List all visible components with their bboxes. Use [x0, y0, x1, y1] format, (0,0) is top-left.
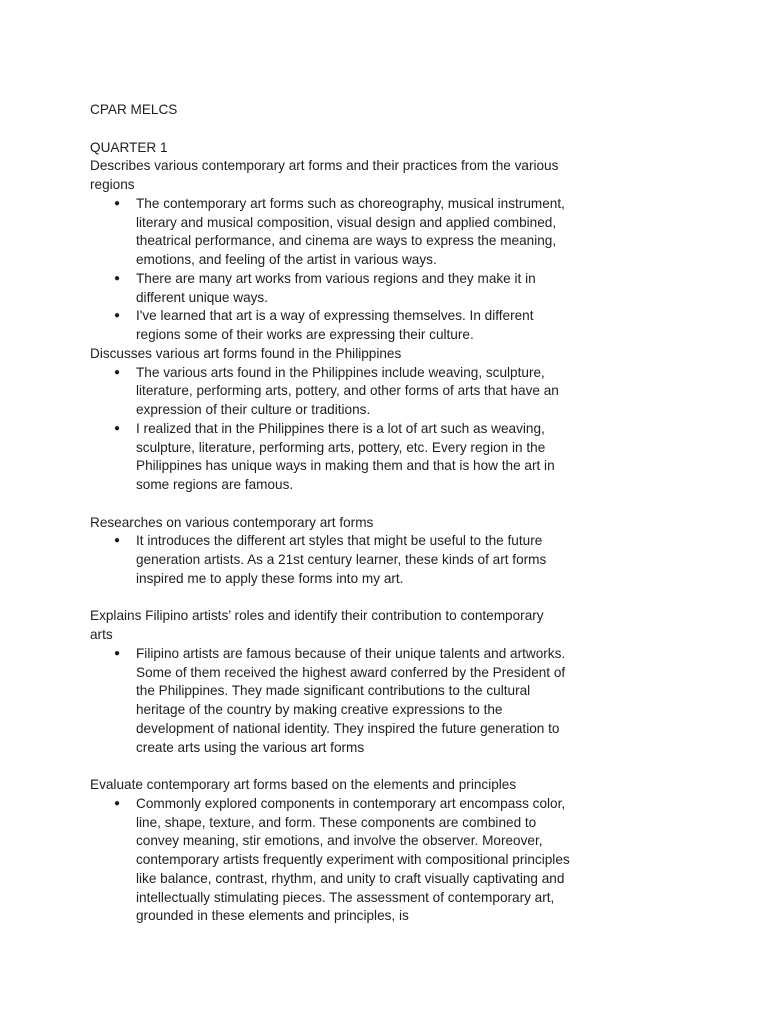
- list-item: ● The various arts found in the Philippines include weaving, sculpture, literature, performing arts, pottery, and other forms of arts that have an expression of their culture or traditions.: [136, 364, 570, 420]
- section-heading-describes: Describes various contemporary art forms and their practices from the various regions: [90, 158, 559, 192]
- section-list-evaluate: [90, 795, 570, 926]
- section-list-discusses: [90, 364, 570, 495]
- list-item: ● Filipino artists are famous because of their unique talents and artworks. Some of them received the highest award conferred by the President of the Philippines. They made significant contributions to the cultural heritage of the country by making creative expressions to the development of national identity. They inspired the future generation to create arts using the various art forms: [136, 645, 570, 758]
- quarter-heading: QUARTER 1: [90, 139, 168, 155]
- section-list-describes: [90, 195, 570, 345]
- blank-line: [90, 589, 570, 608]
- list-item: ● Commonly explored components in contemporary art encompass color, line, shape, texture, and form. These components are combined to convey meaning, stir emotions, and involve the observer. Moreover, contemporary artists frequently experiment with compositional principles like balance, contrast, rhythm, and unity to craft visually captivating and intellectually stimulating pieces. The assessment of contemporary art, grounded in these elements and principles, is: [136, 795, 570, 926]
- document-page: [90, 101, 570, 926]
- section-heading-evaluate: Evaluate contemporary art forms based on the elements and principles: [90, 777, 517, 792]
- section-list-researches: [90, 532, 570, 588]
- section-heading-explains: Explains Filipino artists’ roles and identify their contribution to contemporary arts: [90, 608, 544, 642]
- list-item: ● It introduces the different art styles that might be useful to the future generation artists. As a 21st century learner, these kinds of art forms inspired me to apply these forms into my art.: [136, 532, 570, 588]
- section-heading-researches: Researches on various contemporary art forms: [90, 514, 374, 530]
- section-list-explains: [90, 645, 570, 758]
- list-item: ● There are many art works from various regions and they make it in different unique ways.: [136, 270, 570, 308]
- blank-line: [90, 757, 570, 776]
- blank-line: [90, 120, 570, 139]
- list-item: ● I realized that in the Philippines there is a lot of art such as weaving, sculpture, literature, performing arts, pottery, etc. Every region in the Philippines has unique ways in making them and that is how the art in some regions are famous.: [136, 420, 570, 495]
- blank-line: [90, 495, 570, 514]
- list-item: ● I've learned that art is a way of expressing themselves. In different regions some of their works are expressing their culture.: [136, 307, 570, 345]
- document-title: CPAR MELCS: [90, 102, 178, 117]
- section-heading-discusses: Discusses various art forms found in the Philippines: [90, 345, 402, 361]
- list-item: ● The contemporary art forms such as choreography, musical instrument, literary and musical composition, visual design and applied combined, theatrical performance, and cinema are ways to express the meaning, emotions, and feeling of the artist in various ways.: [136, 195, 570, 270]
